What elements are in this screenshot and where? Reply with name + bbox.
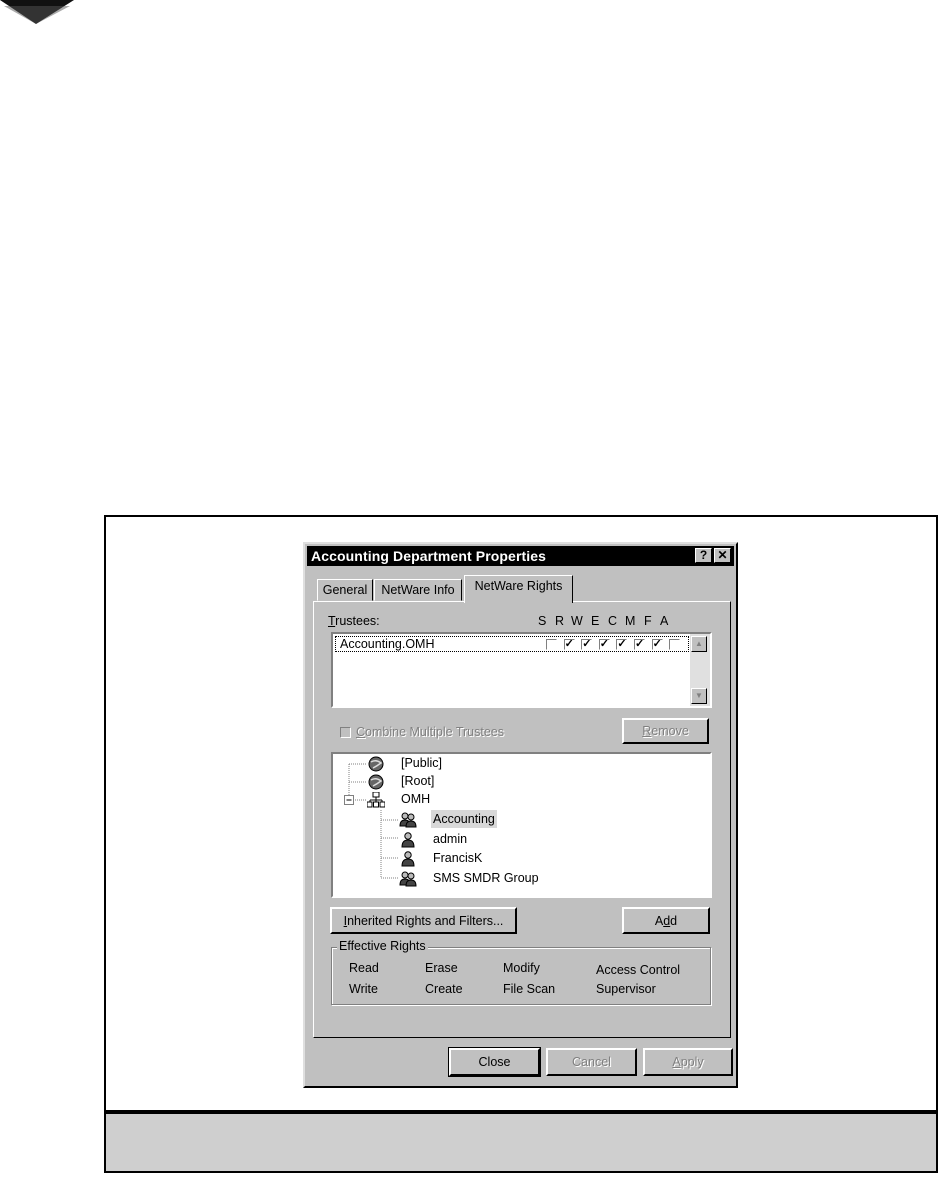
- combine-checkbox[interactable]: [340, 727, 351, 738]
- tree-item-sms-smdr-group[interactable]: SMS SMDR Group: [433, 871, 539, 885]
- corner-arrow-icon: [0, 0, 80, 30]
- right-access-control: Access Control: [596, 963, 681, 977]
- combine-label: Combine Multiple Trustees: [356, 725, 504, 739]
- right-checkbox-f[interactable]: ✓: [652, 638, 662, 650]
- right-letter-w: W: [571, 614, 583, 628]
- inherited-rights-button[interactable]: Inherited Rights and Filters...: [330, 907, 517, 934]
- right-checkbox-r[interactable]: ✓: [564, 638, 574, 650]
- globe-icon: [367, 774, 385, 790]
- tree-item-root[interactable]: [Root]: [401, 774, 435, 788]
- tab-panel: [313, 601, 731, 1038]
- effective-rights-legend: Effective Rights: [339, 939, 426, 953]
- right-checkbox-s[interactable]: [546, 639, 557, 650]
- right-modify: Modify: [503, 961, 540, 975]
- cancel-button[interactable]: Cancel: [546, 1048, 637, 1076]
- right-checkbox-w[interactable]: ✓: [582, 638, 592, 650]
- user-icon: [399, 832, 417, 848]
- tab-general[interactable]: General: [317, 579, 373, 601]
- trustees-label: Trustees:: [328, 614, 380, 628]
- right-read: Read: [349, 961, 379, 975]
- network-icon: [367, 792, 385, 808]
- right-letter-e: E: [591, 614, 600, 628]
- rights-checkboxes: [546, 639, 686, 651]
- caption-bar: [104, 1110, 938, 1173]
- close-button[interactable]: Close: [449, 1048, 540, 1076]
- right-checkbox-m[interactable]: ✓: [635, 638, 645, 650]
- right-checkbox-e[interactable]: ✓: [599, 638, 610, 650]
- right-letter-r: R: [555, 614, 565, 628]
- scrollbar[interactable]: [690, 634, 710, 706]
- right-letter-f: F: [644, 614, 652, 628]
- right-checkbox-a[interactable]: [669, 639, 680, 650]
- tree-item-omh[interactable]: OMH: [401, 792, 431, 806]
- right-letter-c: C: [608, 614, 618, 628]
- apply-button[interactable]: Apply: [643, 1048, 733, 1076]
- help-button[interactable]: ?: [695, 548, 712, 563]
- trustees-list[interactable]: [331, 632, 712, 708]
- tab-netware-rights[interactable]: NetWare Rights: [464, 575, 573, 603]
- group-icon: [399, 871, 417, 887]
- tree-item-admin[interactable]: admin: [433, 832, 468, 846]
- trustee-name: Accounting.OMH: [340, 637, 435, 651]
- right-create: Create: [425, 982, 463, 996]
- tab-netware-info[interactable]: NetWare Info: [374, 579, 462, 601]
- directory-tree[interactable]: [331, 752, 712, 898]
- right-write: Write: [349, 982, 378, 996]
- table-row[interactable]: [335, 636, 689, 652]
- title-bar: [307, 546, 734, 566]
- dialog-title: Accounting Department Properties: [311, 548, 547, 564]
- right-checkbox-c[interactable]: ✓: [617, 638, 627, 650]
- right-letter-m: M: [625, 614, 636, 628]
- close-window-button[interactable]: ✕: [714, 548, 731, 563]
- group-icon: [399, 812, 417, 828]
- right-supervisor: Supervisor: [596, 982, 656, 996]
- add-button[interactable]: Add: [622, 907, 710, 934]
- scroll-up-icon[interactable]: ▲: [691, 636, 707, 652]
- tree-item-francisk[interactable]: FrancisK: [433, 851, 483, 865]
- tree-item-accounting[interactable]: Accounting: [433, 812, 495, 826]
- user-icon: [399, 851, 417, 867]
- tree-item-public[interactable]: [Public]: [401, 756, 442, 770]
- rights-header: [536, 614, 696, 630]
- right-file-scan: File Scan: [503, 982, 556, 996]
- right-letter-a: A: [660, 614, 669, 628]
- remove-button[interactable]: Remove: [622, 718, 709, 744]
- properties-dialog: [303, 542, 738, 1088]
- scroll-down-icon[interactable]: ▼: [691, 688, 707, 704]
- globe-icon: [367, 756, 385, 772]
- right-letter-s: S: [538, 614, 547, 628]
- right-erase: Erase: [425, 961, 458, 975]
